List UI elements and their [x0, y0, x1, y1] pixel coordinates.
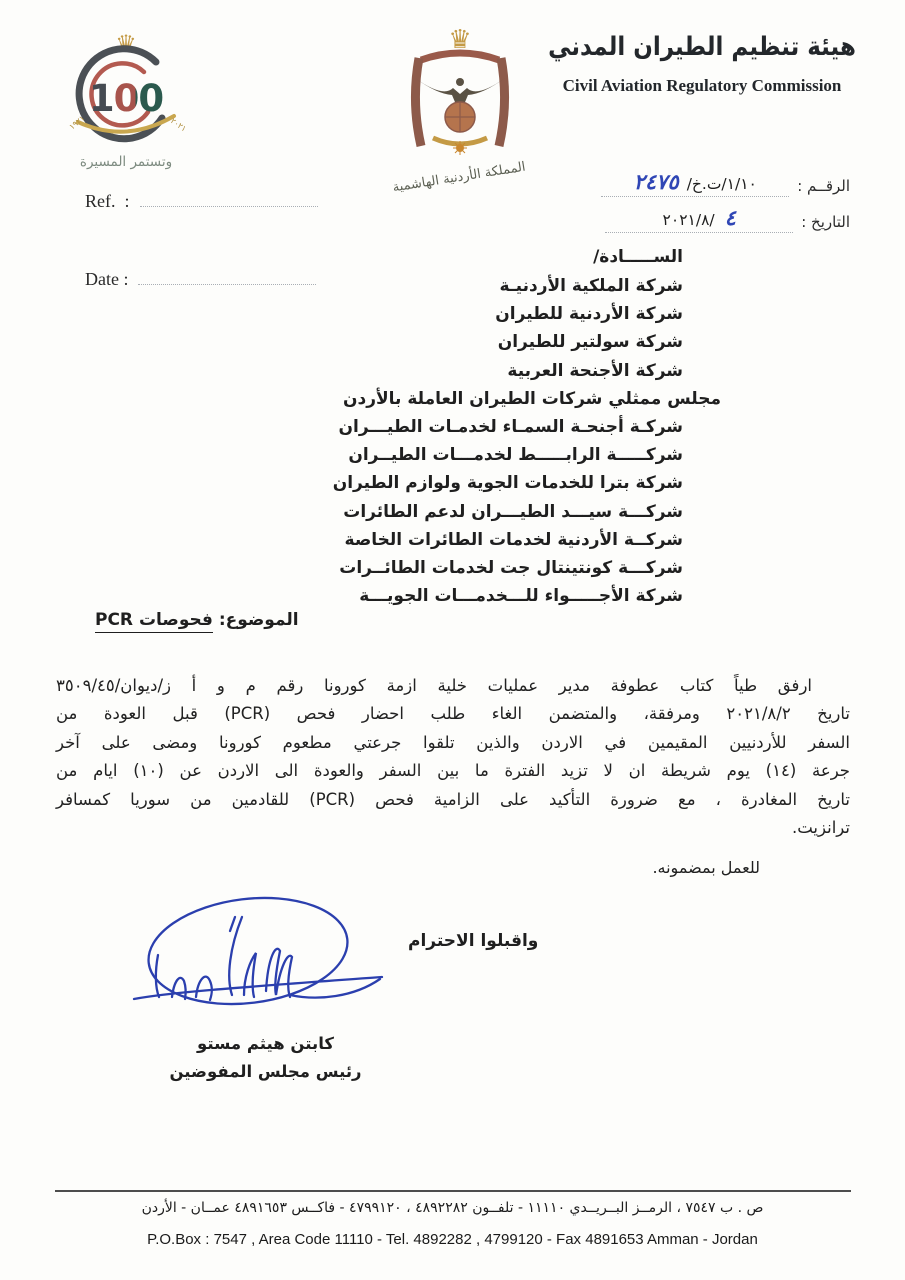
recipient-item: مجلس ممثلي شركات الطيران العاملة بالأردن [342, 388, 721, 409]
coat-of-arms [372, 24, 547, 196]
recipient-item: شركة الأجنحة العربية [507, 360, 683, 381]
recipient-item: شركـــة كونتينتال جت لخدمات الطائــرات [339, 558, 683, 579]
recipient-item: شركــة الأردنية لخدمات الطائرات الخاصة [344, 529, 683, 550]
signature-scribble [126, 891, 398, 1039]
year-left: ١٩٢١ [67, 113, 87, 132]
body-line: تاريخ المغادرة ، مع ضرورة التأكيد على الزامية فحص (PCR) للقادمين من سوريا كمسافر [56, 789, 850, 809]
recipient-item: شركة سولتير للطيران [497, 332, 683, 353]
recipient-item: شركـــــة الرابـــــط لخدمـــات الطيــران [348, 445, 683, 466]
footer-address-english: P.O.Box : 7547 , Area Code 11110 - Tel. 4892282 , 4799120 - Fax 4891653 Amman - Jordan [147, 1231, 758, 1248]
date-printed: ٢٠٢١/٨/ [662, 211, 715, 229]
body-line: السفر للأردنيين المقيمين في الاردن والذين تلقوا جرعتي مطعوم كورونا ومضى على آخر [56, 732, 850, 752]
centennial-number: 100 [88, 77, 164, 120]
drape-left [415, 58, 421, 146]
ref-date-block [58, 170, 318, 326]
body-line: ترانزيت. [791, 818, 850, 838]
emblem-caption: المملكة الأردنية الهاشمية [392, 159, 527, 196]
eagle-head [456, 78, 464, 86]
body-line: تاريخ ٢٠٢١/٨/٢ ومرفقة، والمتضمن الغاء طلب احضار فحص (PCR) قبل العودة من [56, 704, 851, 724]
org-header [547, 34, 857, 96]
date-field [605, 208, 850, 233]
sun-rays [453, 141, 467, 155]
drape-swag [421, 53, 499, 60]
number-printed: ١/١٠/ت.خ/ [686, 175, 757, 193]
recipient-item: شركـــة سيـــد الطيـــران لدعم الطائرات [343, 501, 683, 522]
recipients-block [332, 247, 721, 610]
date-label-arabic: التاريخ : [801, 213, 850, 231]
body-line: جرعة (١٤) يوم شريطة ان لا تزيد الفترة ما بين السفر والعودة الى الاردن عن (١٠) ايام من [56, 761, 850, 781]
closing-salutation: واقبلوا الاحترام [408, 931, 539, 951]
crown-icon: ♛ [115, 30, 137, 58]
org-name-arabic: هيئة تنظيم الطيران المدني [548, 32, 856, 62]
body-line: ارفق طياً كتاب عطوفة مدير عمليات خلية ازمة كورونا رقم م و أ ز/ديوان/٣٥٠٩/٤٥ [56, 676, 812, 695]
signer-block [163, 1030, 368, 1086]
recipient-item: شركة الأردنية للطيران [495, 304, 683, 325]
year-right: ٢٠٢١ [168, 116, 189, 134]
footer-address-arabic: ص . ب ٧٥٤٧ ، الرمــز البــريــدي ١١١١٠ - تلفــون ٤٨٩٢٢٨٢ ، ٤٧٩٩١٢٠ - فاكــس ٤٨٩١٦٥٣ عمــان - الأردن [141, 1200, 764, 1216]
centennial-logo-graphic [50, 26, 202, 148]
recipient-item: شركـة أجنحـة السمـاء لخدمـات الطيـــران [338, 417, 683, 438]
number-label: الرقــم : [797, 177, 850, 195]
coat-of-arms-graphic [385, 24, 535, 162]
subject-label: الموضوع: [218, 610, 299, 630]
recipient-item: شركة الملكية الأردنيـة [499, 276, 683, 296]
signer-title: رئيس مجلس المفوضين [169, 1062, 362, 1081]
number-field [601, 172, 850, 197]
ref-label: Ref. : [85, 191, 130, 211]
subject-value: فحوصات PCR [95, 610, 213, 633]
footer-divider [55, 1190, 851, 1192]
recipient-item: شركة بترا للخدمات الجوية ولوازم الطيران [332, 473, 683, 494]
signature [126, 891, 398, 1043]
drape-right [499, 58, 505, 146]
subject-line [95, 610, 299, 630]
centennial-tagline: وتستمر المسيرة [79, 154, 173, 170]
signature-ellipse [142, 891, 353, 1015]
signer-name: كابتن هيثم مستو [197, 1034, 334, 1053]
salutation: الســـــادة/ [593, 247, 683, 267]
date-label: Date : [85, 269, 129, 289]
centennial-logo [50, 26, 202, 170]
ref-dotted-line [140, 194, 318, 207]
action-note: للعمل بمضمونه. [652, 858, 760, 877]
crown-icon: ♛ [447, 25, 472, 55]
date-value [605, 208, 793, 233]
org-name-english: Civil Aviation Regulatory Commission [562, 76, 842, 95]
date-dotted-line [138, 272, 316, 285]
number-handwritten: ٢٤٧٥ [633, 170, 679, 194]
number-value [601, 172, 789, 197]
recipient-item: شركة الأجـــــواء للـــخدمـــات الجويـــة [359, 586, 683, 607]
letter-body [56, 672, 850, 842]
recipients-list [332, 272, 721, 610]
date-handwritten: ٤ [724, 206, 736, 230]
